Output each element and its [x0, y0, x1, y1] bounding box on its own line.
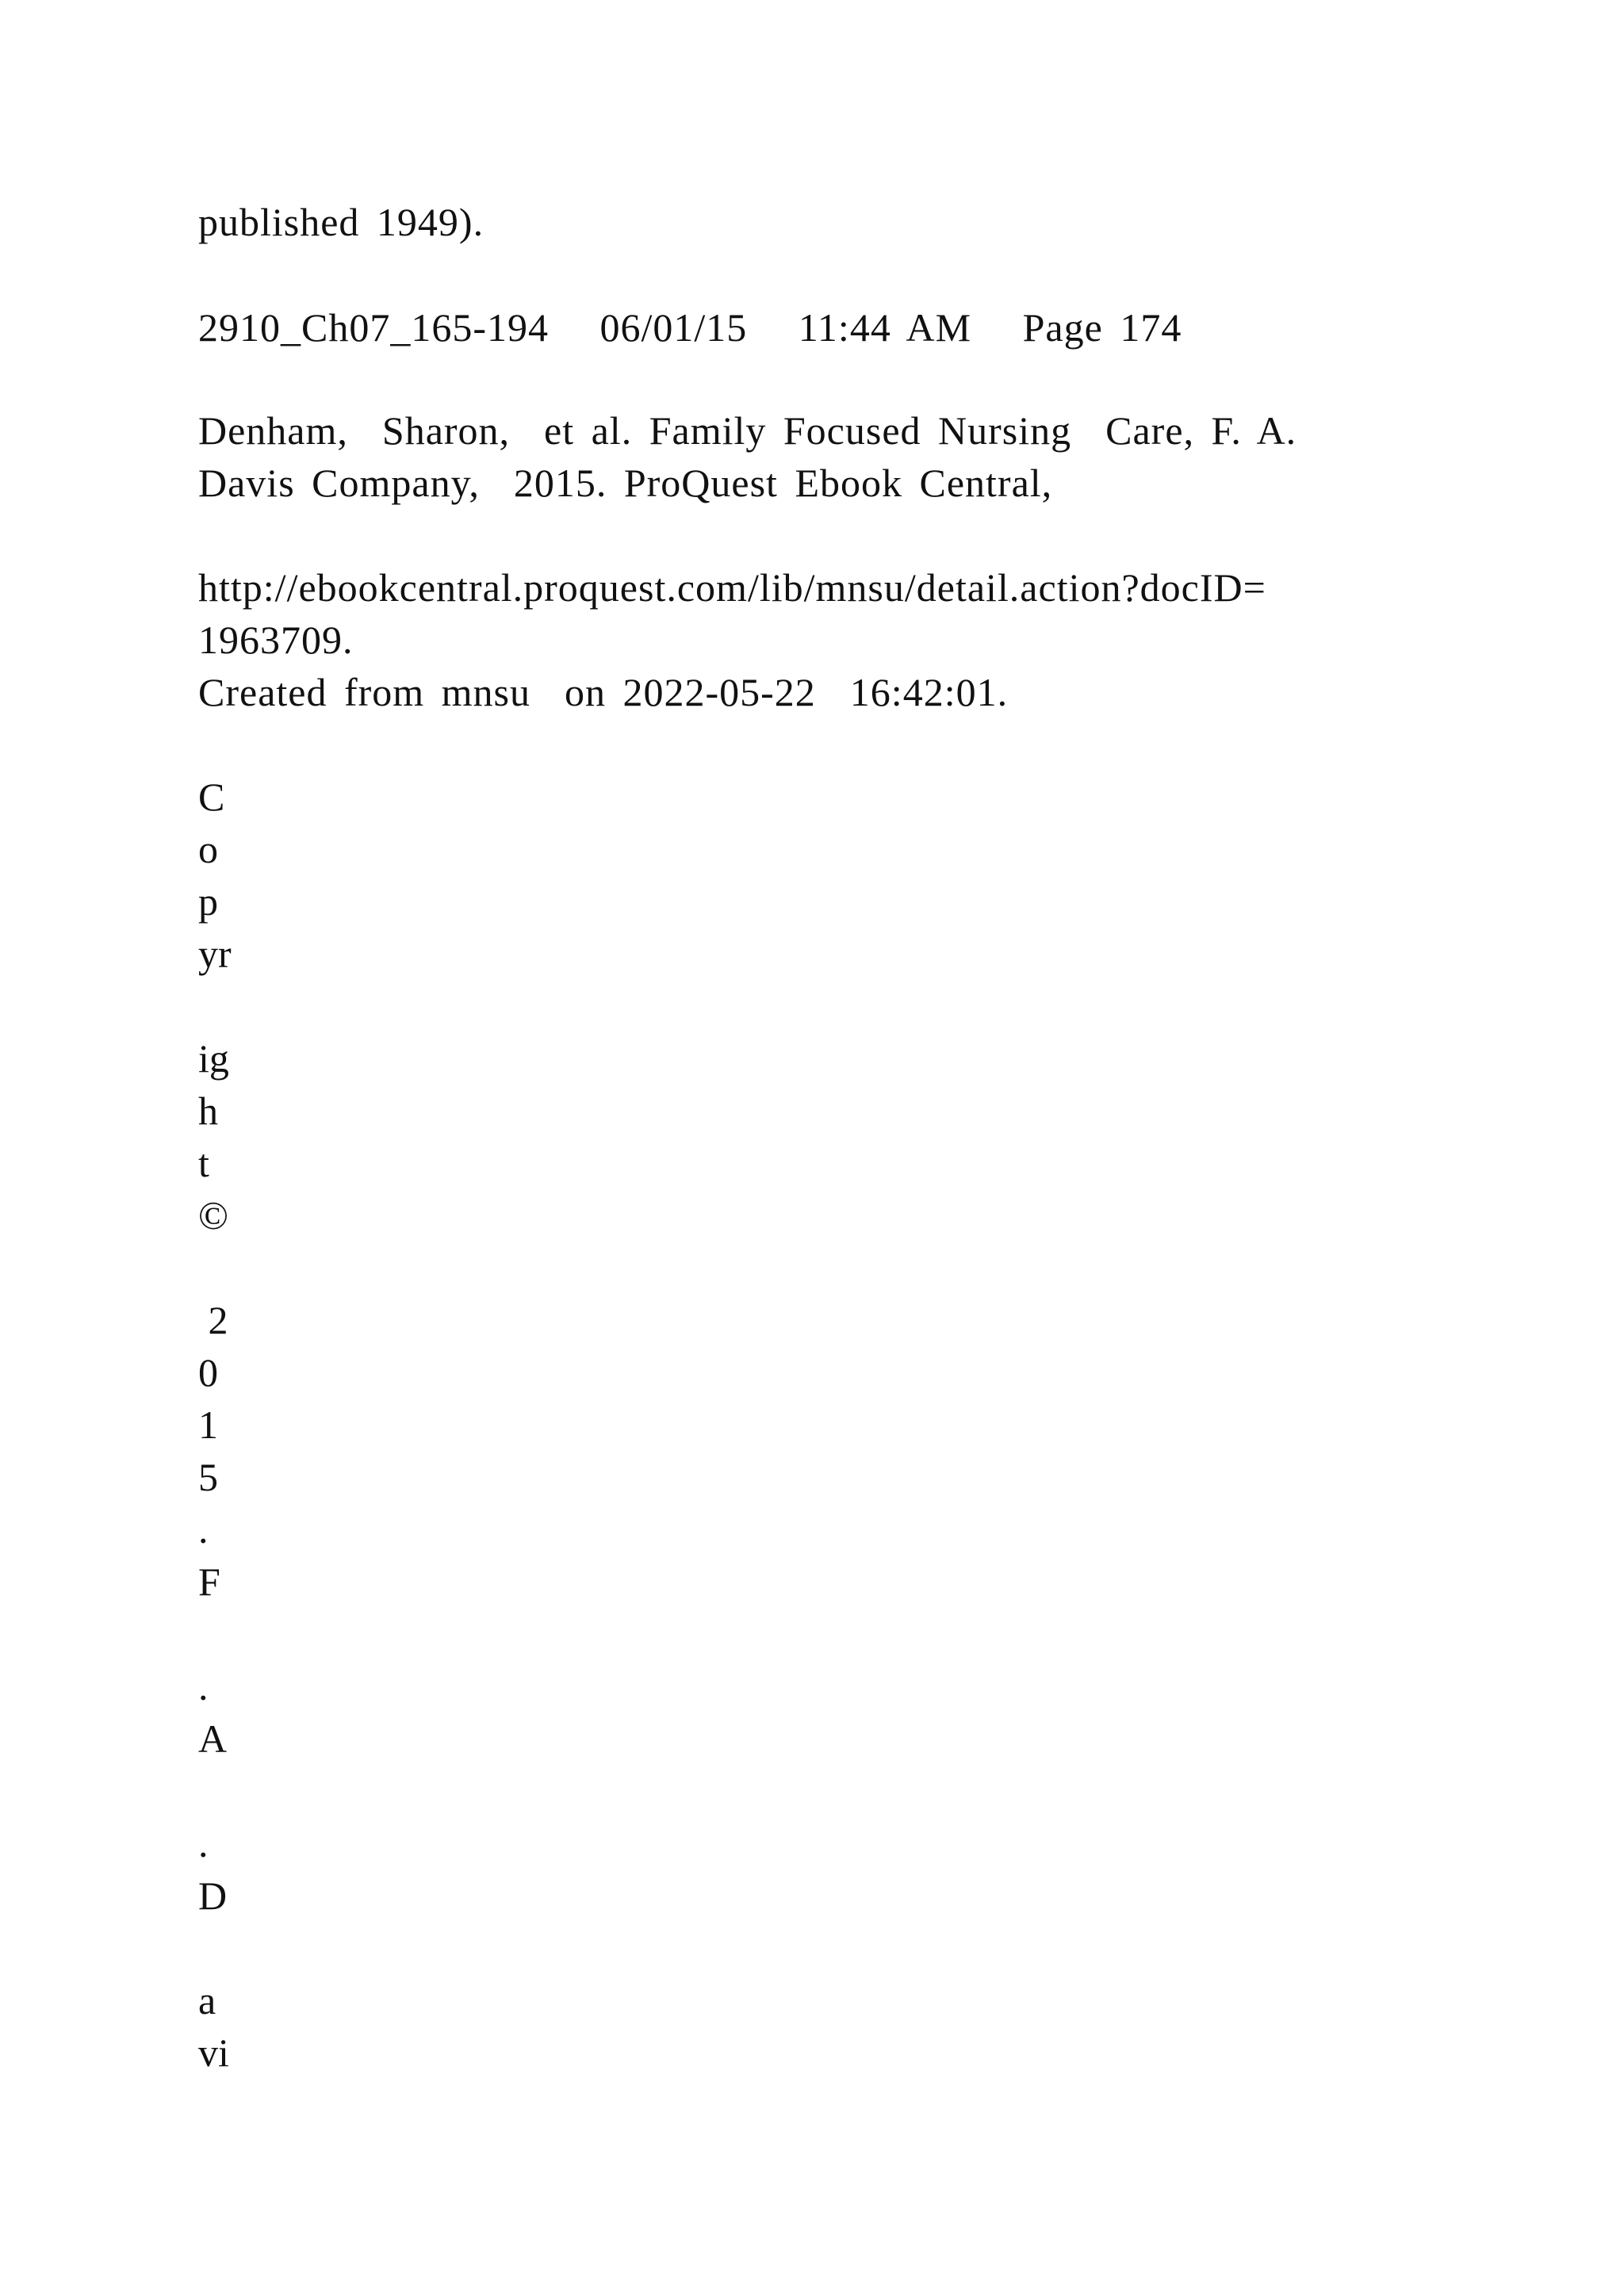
- copyright-fragment: 2: [198, 1298, 228, 1342]
- copyright-fragment: 0: [198, 1350, 218, 1395]
- citation-line-2: Davis Company, 2015. ProQuest Ebook Central,: [198, 461, 1053, 505]
- copyright-fragment: o: [198, 827, 218, 871]
- copyright-fragment: 5: [198, 1455, 218, 1499]
- copyright-fragment: ig: [198, 1036, 229, 1081]
- copyright-fragment: .: [198, 1507, 209, 1552]
- copyright-fragment: t: [198, 1141, 209, 1185]
- citation-line-1: Denham, Sharon, et al. Family Focused Nursing Care, F. A.: [198, 408, 1297, 453]
- copyright-fragment: A: [198, 1716, 228, 1761]
- page-header-line: 2910_Ch07_165-194 06/01/15 11:44 AM Page 174: [198, 305, 1182, 350]
- copyright-fragment: yr: [198, 932, 232, 976]
- copyright-fragment: .: [198, 1664, 209, 1709]
- copyright-fragment: ©: [198, 1193, 228, 1238]
- published-line: published 1949).: [198, 200, 485, 244]
- copyright-fragment: p: [198, 879, 218, 924]
- copyright-fragment: C: [198, 775, 225, 819]
- copyright-fragment: a: [198, 1978, 216, 2022]
- copyright-fragment: F: [198, 1559, 220, 1604]
- copyright-fragment: h: [198, 1089, 218, 1133]
- citation-url-line-1: http://ebookcentral.proquest.com/lib/mnsu/detail.action?docID=: [198, 565, 1266, 610]
- created-from-line: Created from mnsu on 2022-05-22 16:42:01.: [198, 670, 1009, 714]
- copyright-fragment: vi: [198, 2030, 229, 2075]
- copyright-fragment: 1: [198, 1402, 218, 1447]
- copyright-fragment: D: [198, 1873, 228, 1918]
- citation-url-line-2: 1963709.: [198, 618, 354, 662]
- copyright-fragment: .: [198, 1821, 209, 1866]
